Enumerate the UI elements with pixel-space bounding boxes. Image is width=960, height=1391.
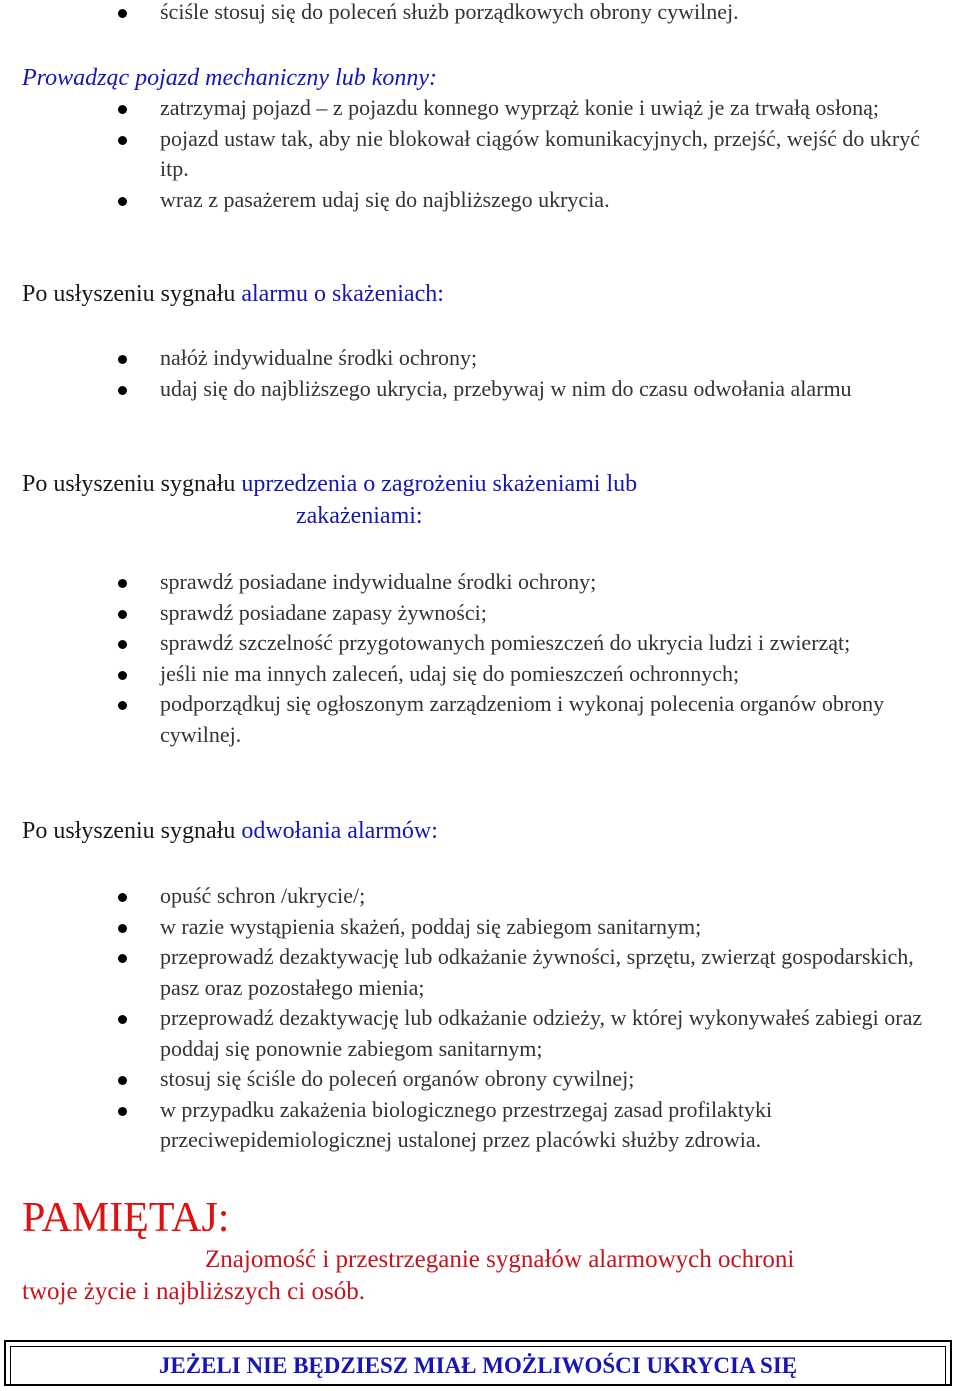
warning-heading [22,468,637,500]
contamination-list [0,343,960,404]
warning-list [0,567,960,750]
heading-highlight: uprzedzenia o zagrożeniu skażeniami lub [241,471,638,497]
bullet-icon [118,9,127,18]
list-item-text: sprawdź posiadane indywidualne środki ochrony; [160,569,597,594]
bullet-icon [118,893,127,902]
cancellation-heading [22,815,438,847]
bullet-icon [118,671,127,680]
bullet-icon [118,105,127,114]
list-item-text: przeprowadź dezaktywację lub odkażanie odzieży, w której wykonywałeś zabiegi oraz poddaj się ponownie zabiegom sanitarnym; [160,1005,923,1061]
bullet-icon [118,1107,127,1116]
list-item-text: opuść schron /ukrycie/; [160,883,366,908]
remember-message-line2: twoje życie i najbliższych ci osób. [22,1278,365,1305]
vehicle-list [0,93,960,215]
remember-message-line1: Znajomość i przestrzeganie sygnałów alarmowych ochroni [205,1246,795,1273]
list-item [0,1064,960,1095]
list-item [0,374,960,405]
heading-highlight: alarmu o skażeniach: [241,281,444,307]
list-item-text: podporządkuj się ogłoszonym zarządzeniom i wykonaj polecenia organów obrony cywilnej. [160,691,885,747]
bullet-icon [118,640,127,649]
list-item-text: stosuj się ściśle do poleceń organów obrony cywilnej; [160,1066,635,1091]
list-item-text: udaj się do najbliższego ukrycia, przebywaj w nim do czasu odwołania alarmu [160,375,852,401]
list-item-text: pojazd ustaw tak, aby nie blokował ciągów komunikacyjnych, przejść, wejść do ukryć itp. [160,125,920,181]
bullet-icon [118,954,127,963]
bullet-icon [118,579,127,588]
list-item [0,1003,960,1064]
bullet-icon [118,197,127,206]
heading-prefix: Po usłyszeniu sygnału [22,818,236,844]
list-item [0,598,960,629]
list-item [0,628,960,659]
list-item [0,689,960,750]
bottom-box-text: JEŻELI NIE BĘDZIESZ MIAŁ MOŻLIWOŚCI UKRYCIA SIĘ [158,1353,798,1378]
list-item [0,1095,960,1156]
list-item-text: sprawdź szczelność przygotowanych pomieszczeń do ukrycia ludzi i zwierząt; [160,630,851,655]
heading-highlight: odwołania alarmów: [241,818,438,844]
bullet-icon [118,136,127,145]
heading-prefix: Po usłyszeniu sygnału [22,471,236,497]
list-item [0,0,960,28]
vehicle-heading: Prowadząc pojazd mechaniczny lub konny: [22,65,438,91]
list-item-text: w przypadku zakażenia biologicznego przestrzegaj zasad profilaktyki przeciwepidemiologicznej ustalonej przez placówki służby zdrowia. [160,1096,773,1152]
list-item-text: jeśli nie ma innych zaleceń, udaj się do pomieszczeń ochronnych; [160,660,740,686]
contamination-heading [22,278,444,310]
list-item-text: w razie wystąpienia skażeń, poddaj się zabiegom sanitarnym; [160,913,702,939]
bullet-icon [118,1076,127,1085]
remember-title: PAMIĘTAJ: [22,1195,230,1241]
heading-continuation: zakażeniami: [296,503,423,529]
bullet-icon [118,355,127,364]
list-item [0,659,960,690]
list-item-text: przeprowadź dezaktywację lub odkażanie żywności, sprzętu, zwierząt gospodarskich, pasz oraz pozostałego mienia; [160,944,914,1000]
list-item-text: wraz z pasażerem udaj się do najbliższego ukrycia. [160,186,610,212]
list-item-text: ściśle stosuj się do poleceń służb porządkowych obrony cywilnej. [160,0,739,24]
list-item [0,93,960,124]
list-item [0,942,960,1003]
bullet-icon [118,610,127,619]
bullet-icon [118,701,127,710]
list-item-text: zatrzymaj pojazd – z pojazdu konnego wyprząż konie i uwiąż je za trwałą osłoną; [160,95,879,120]
heading-prefix: Po usłyszeniu sygnału [22,281,236,307]
bullet-icon [118,1015,127,1024]
bullet-icon [118,386,127,395]
cancellation-list [0,881,960,1156]
bottom-box [4,1340,952,1386]
list-item [0,881,960,912]
list-item [0,343,960,374]
bullet-icon [118,924,127,933]
list-item-text: nałóż indywidualne środki ochrony; [160,345,478,370]
list-item-text: sprawdź posiadane zapasy żywności; [160,599,487,625]
list-item [0,185,960,216]
list-item [0,912,960,943]
civil-defense-list [0,0,960,28]
list-item [0,124,960,185]
list-item [0,567,960,598]
